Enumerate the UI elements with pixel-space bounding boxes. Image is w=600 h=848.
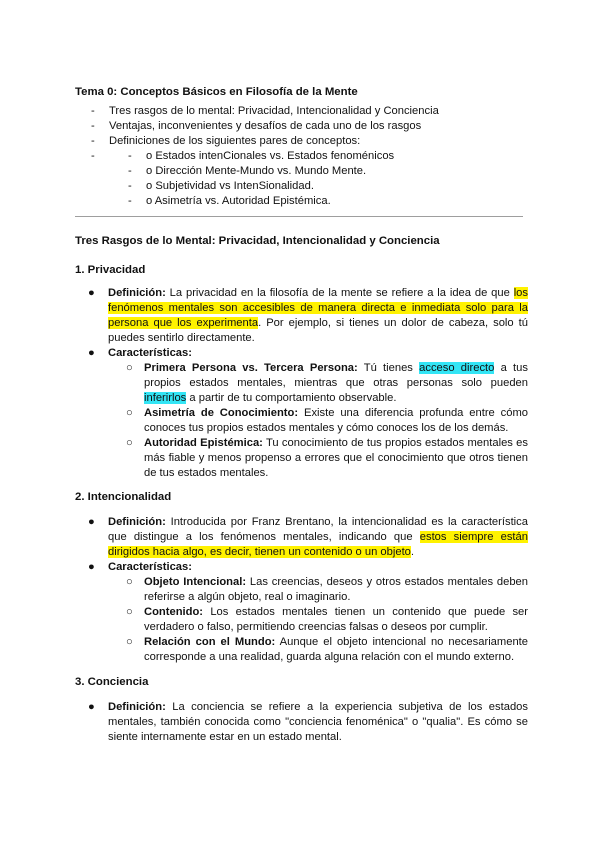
section-conciencia <box>88 700 528 745</box>
sub-item: ○ Primera Persona vs. Tercera Persona: Tú tienes acceso directo a tus propios estados mentales, mientras que otras personas solo pueden inferirlos a partir de tu comportamiento observable. <box>126 362 528 404</box>
section-intencionalidad <box>88 515 528 665</box>
list-item: - o Subjetividad vs IntenSionalidad. <box>128 179 439 194</box>
bullet-icon: ● <box>88 561 95 573</box>
highlighted-text: los fenómenos mentales son accesibles de manera directa e inmediata solo para la persona que los experimenta <box>108 287 528 329</box>
bullet-icon: ● <box>88 347 95 359</box>
characteristics-label: Características: <box>108 347 192 359</box>
highlighted-text: estos siempre están dirigidos hacia algo, es decir, tienen un contenido o un objeto <box>108 531 528 558</box>
characteristics-label: Características: <box>108 561 192 573</box>
topic-outline <box>91 104 439 209</box>
section-heading-intencionalidad: 2. Intencionalidad <box>75 491 172 503</box>
characteristics-item <box>88 346 528 361</box>
circle-bullet-icon: ○ <box>126 362 133 374</box>
list-item: - Definiciones de los siguientes pares de conceptos: <box>91 134 439 149</box>
main-heading: Tres Rasgos de lo Mental: Privacidad, Intencionalidad y Conciencia <box>75 235 440 247</box>
definition-label: Definición: <box>108 287 166 299</box>
sub-item: ○ Objeto Intencional: Las creencias, deseos y otros estados mentales deben referirse a algún objeto, real o imaginario. <box>126 576 529 603</box>
list-item: - - o Estados intenCionales vs. Estados fenoménicos <box>128 149 439 164</box>
list-item: - o Asimetría vs. Autoridad Epistémica. <box>128 194 439 209</box>
list-item: - Ventajas, inconvenientes y desafíos de cada uno de los rasgos <box>91 119 439 134</box>
circle-bullet-icon: ○ <box>126 636 133 648</box>
characteristics-item <box>88 560 528 575</box>
circle-bullet-icon: ○ <box>126 576 133 588</box>
definition-item: ● Definición: Introducida por Franz Brentano, la intencionalidad es la característica que distingue a los fenómenos mentales, indicando que estos siempre están dirigidos hacia algo, es decir, tienen un contenido o un objeto. <box>88 516 528 558</box>
concept-pairs <box>91 149 439 209</box>
sub-item: ○ Asimetría de Conocimiento: Existe una diferencia profunda entre cómo conoces tus propios estados mentales y cómo conoces los de los demás. <box>126 407 529 434</box>
list-item: - Tres rasgos de lo mental: Privacidad, Intencionalidad y Conciencia <box>91 104 439 119</box>
section-privacidad <box>88 286 528 481</box>
circle-bullet-icon: ○ <box>126 606 133 618</box>
definition-label: Definición: <box>108 701 166 713</box>
sub-item: ○ Autoridad Epistémica: Tu conocimiento de tus propios estados mentales es más fiable y menos propenso a errores que el conocimiento que otros tienen de tus estados mentales. <box>126 437 528 479</box>
bullet-icon: ● <box>88 516 95 528</box>
horizontal-divider <box>75 216 523 217</box>
section-heading-privacidad: 1. Privacidad <box>75 264 146 276</box>
sub-item: ○ Relación con el Mundo: Aunque el objeto intencional no necesariamente corresponde a una realidad, guarda alguna relación con el mundo externo. <box>126 636 529 663</box>
list-item: - o Dirección Mente-Mundo vs. Mundo Mente. <box>128 164 439 179</box>
circle-bullet-icon: ○ <box>126 437 133 449</box>
bullet-icon: ● <box>88 287 95 299</box>
sub-item: ○ Contenido: Los estados mentales tienen un contenido que puede ser verdadero o falso, permitiendo creencias falsas o deseos por cumplir. <box>126 606 528 633</box>
highlighted-text: acceso directo <box>419 362 495 374</box>
circle-bullet-icon: ○ <box>126 407 133 419</box>
definition-label: Definición: <box>108 516 166 528</box>
highlighted-text: inferirlos <box>144 392 187 404</box>
section-heading-conciencia: 3. Conciencia <box>75 676 149 688</box>
definition-item: ● Definición: La privacidad en la filosofía de la mente se refiere a la idea de que los fenómenos mentales son accesibles de manera directa e inmediata solo para la persona que los experimenta. Por ejemplo, si tienes un dolor de cabeza, solo tú puedes sentirlo directamente. <box>88 287 528 344</box>
page-title: Tema 0: Conceptos Básicos en Filosofía de la Mente <box>75 86 358 98</box>
bullet-icon: ● <box>88 701 95 713</box>
definition-item: ● Definición: La conciencia se refiere a la experiencia subjetiva de los estados mentales, también conocida como "conciencia fenoménica" o "qualia". Es cómo se siente internamente estar en un estado mental. <box>88 701 528 743</box>
